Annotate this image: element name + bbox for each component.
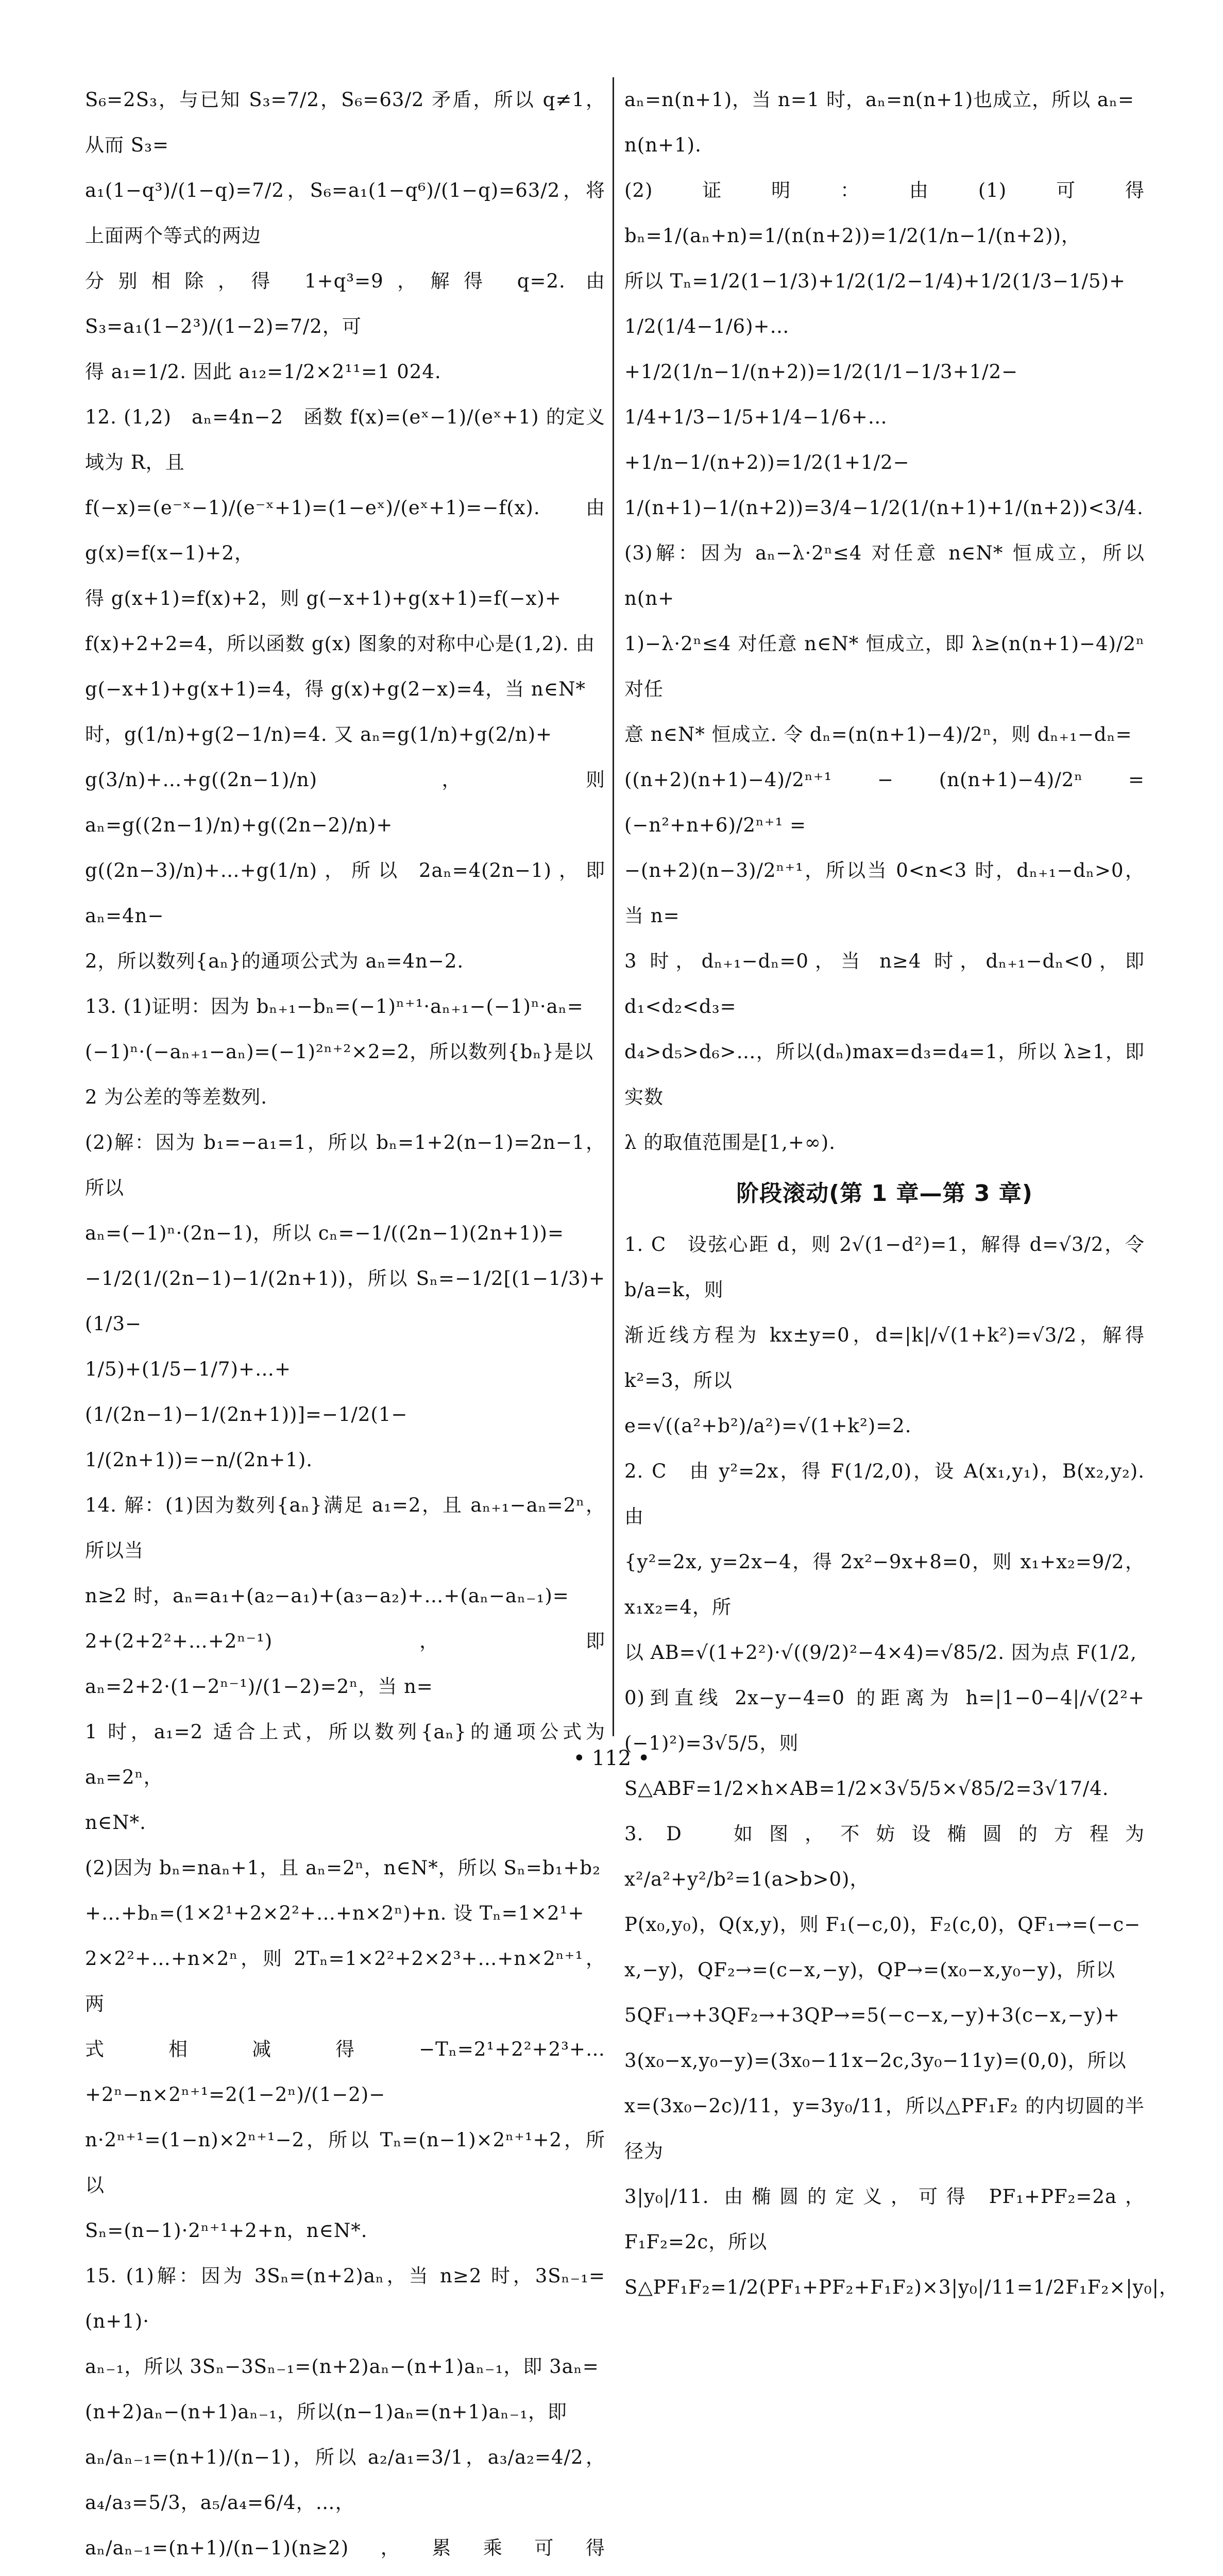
- text-line: ((n+2)(n+1)−4)/2ⁿ⁺¹ − (n(n+1)−4)/2ⁿ = (−n²+n+6)/2ⁿ⁺¹ =: [624, 769, 1145, 836]
- text-line: aₙ/aₙ₋₁=(n+1)/(n−1)(n≥2)，累乘可得: [85, 2537, 605, 2559]
- text-line: 3|y₀|/11. 由椭圆的定义，可得 PF₁+PF₂=2a，F₁F₂=2c，所以: [624, 2185, 1145, 2253]
- text-line: 以 AB=√(1+2²)·√((9/2)²−4×4)=√85/2. 因为点 F(1/2,: [624, 1641, 1137, 1664]
- text-line: f(−x)=(e⁻ˣ−1)/(e⁻ˣ+1)=(1−eˣ)/(eˣ+1)=−f(x). 由 g(x)=f(x−1)+2，: [85, 497, 605, 564]
- text-line: (3)解：因为 aₙ−λ·2ⁿ≤4 对任意 n∈N* 恒成立，所以 n(n+: [624, 542, 1145, 609]
- text-line: g(−x+1)+g(x+1)=4，得 g(x)+g(2−x)=4，当 n∈N*: [85, 678, 586, 700]
- text-line: 时，g(1/n)+g(2−1/n)=4. 又 aₙ=g(1/n)+g(2/n)+: [85, 723, 553, 745]
- text-line: 渐近线方程为 kx±y=0，d=|k|/√(1+k²)=√3/2，解得 k²=3，所以: [624, 1324, 1145, 1392]
- text-line: S₆=2S₃，与已知 S₃=7/2，S₆=63/2 矛盾，所以 q≠1，从而 S₃=: [85, 89, 605, 156]
- text-line: 0)到直线 2x−y−4=0 的距离为 h=|1−0−4|/√(2²+(−1)²)=3√5/5，则: [624, 1687, 1145, 1754]
- text-line: n∈N*.: [85, 1811, 146, 1834]
- text-line: 意 n∈N* 恒成立. 令 dₙ=(n(n+1)−4)/2ⁿ，则 dₙ₊₁−dₙ=: [624, 723, 1132, 745]
- text-line: 式相减得−Tₙ=2¹+2²+2³+…+2ⁿ−n×2ⁿ⁺¹=2(1−2ⁿ)/(1−2)−: [85, 2038, 605, 2106]
- text-line: Sₙ=(n−1)·2ⁿ⁺¹+2+n，n∈N*.: [85, 2219, 368, 2242]
- text-line: 13. (1)证明：因为 bₙ₊₁−bₙ=(−1)ⁿ⁺¹·aₙ₊₁−(−1)ⁿ·aₙ=: [85, 995, 584, 1018]
- text-line: n·2ⁿ⁺¹=(1−n)×2ⁿ⁺¹−2，所以 Tₙ=(n−1)×2ⁿ⁺¹+2，所以: [85, 2129, 605, 2196]
- text-line: 2. C 由 y²=2x，得 F(1/2,0)，设 A(x₁,y₁)，B(x₂,y₂). 由: [624, 1460, 1145, 1528]
- text-line: n≥2 时，aₙ=a₁+(a₂−a₁)+(a₃−a₂)+…+(aₙ−aₙ₋₁)=: [85, 1585, 569, 1607]
- text-line: aₙ/aₙ₋₁=(n+1)/(n−1)，所以 a₂/a₁=3/1，a₃/a₂=4/2，a₄/a₃=5/3，a₅/a₄=6/4，…，: [85, 2446, 605, 2514]
- text-line: 得 g(x+1)=f(x)+2，则 g(−x+1)+g(x+1)=f(−x)+: [85, 587, 562, 609]
- text-line: 1/5)+(1/5−1/7)+…+(1/(2n−1)−1/(2n+1))]=−1/2(1−: [85, 1358, 408, 1426]
- text-line: a₁(1−q³)/(1−q)=7/2，S₆=a₁(1−q⁶)/(1−q)=63/2，将上面两个等式的两边: [85, 179, 605, 247]
- text-line: 1. C 设弦心距 d，则 2√(1−d²)=1，解得 d=√3/2，令 b/a=k，则: [624, 1233, 1145, 1301]
- text-line: x=(3x₀−2c)/11，y=3y₀/11，所以△PF₁F₂ 的内切圆的半径为: [624, 2095, 1145, 2162]
- text-line: (2)证明：由(1)可得 bₙ=1/(aₙ+n)=1/(n(n+2))=1/2(1/n−1/(n+2))，: [624, 179, 1145, 247]
- text-line: 14. 解：(1)因为数列{aₙ}满足 a₁=2，且 aₙ₊₁−aₙ=2ⁿ，所以当: [85, 1494, 605, 1562]
- text-line: 1/2(1/4−1/6)+…+1/2(1/n−1/(n+2))=1/2(1/1−1/3+1/2−: [624, 315, 1018, 383]
- text-line: 2×2²+…+n×2ⁿ，则 2Tₙ=1×2²+2×2³+…+n×2ⁿ⁺¹，两: [85, 1947, 605, 2015]
- text-line: −(n+2)(n−3)/2ⁿ⁺¹，所以当 0<n<3 时，dₙ₊₁−dₙ>0，当 n=: [624, 859, 1145, 927]
- text-line: 5QF₁→+3QF₂→+3QP→=5(−c−x,−y)+3(c−x,−y)+: [624, 2004, 1120, 2026]
- left-column: [85, 77, 605, 2576]
- text-line: 1 时，a₁=2 适合上式，所以数列{aₙ}的通项公式为 aₙ=2ⁿ，: [85, 1721, 605, 1788]
- text-line: e=√((a²+b²)/a²)=√(1+k²)=2.: [624, 1415, 912, 1437]
- column-divider: [613, 77, 614, 1736]
- right-column-part-a: [624, 77, 1145, 1165]
- text-line: 3 时，dₙ₊₁−dₙ=0，当 n≥4 时，dₙ₊₁−dₙ<0，即 d₁<d₂<d₃=: [624, 950, 1145, 1018]
- text-line: 所以 Tₙ=1/2(1−1/3)+1/2(1/2−1/4)+1/2(1/3−1/5)+: [624, 270, 1126, 292]
- text-line: (−1)ⁿ·(−aₙ₊₁−aₙ)=(−1)²ⁿ⁺²×2=2，所以数列{bₙ}是以: [85, 1041, 594, 1063]
- text-line: 分别相除，得 1+q³=9，解得 q=2. 由 S₃=a₁(1−2³)/(1−2)=7/2，可: [85, 270, 605, 337]
- text-line: aₙ=(−1)ⁿ·(2n−1)，所以 cₙ=−1/((2n−1)(2n+1))=: [85, 1222, 564, 1244]
- text-line: d₄>d₅>d₆>…，所以(dₙ)max=d₃=d₄=1，所以 λ≥1，即实数: [624, 1041, 1145, 1108]
- text-line: S△ABF=1/2×h×AB=1/2×3√5/5×√85/2=3√17/4.: [624, 1777, 1109, 1800]
- text-line: −1/2(1/(2n−1)−1/(2n+1))，所以 Sₙ=−1/2[(1−1/3)+(1/3−: [85, 1267, 605, 1335]
- text-line: 1/(n+1)−1/(n+2))=3/4−1/2(1/(n+1)+1/(n+2))<3/4.: [624, 497, 1144, 519]
- text-line: g((2n−3)/n)+…+g(1/n)，所以 2aₙ=4(2n−1)，即 aₙ=4n−: [85, 859, 605, 927]
- text-line: (n+2)aₙ−(n+1)aₙ₋₁，所以(n−1)aₙ=(n+1)aₙ₋₁，即: [85, 2401, 567, 2423]
- text-line: n(n+1).: [624, 134, 702, 156]
- section-heading: 阶段滚动(第 1 章—第 3 章): [736, 1180, 1033, 1207]
- text-line: S△PF₁F₂=1/2(PF₁+PF₂+F₁F₂)×3|y₀|/11=1/2F₁F₂×|y₀|，: [624, 2276, 1179, 2298]
- text-line: {y²=2x, y=2x−4，得 2x²−9x+8=0，则 x₁+x₂=9/2，x₁x₂=4，所: [624, 1551, 1145, 1618]
- text-line: aₙ₋₁，所以 3Sₙ−3Sₙ₋₁=(n+2)aₙ−(n+1)aₙ₋₁，即 3aₙ=: [85, 2355, 599, 2378]
- text-line: 2 为公差的等差数列.: [85, 1086, 268, 1108]
- text-line: 2+(2+2²+…+2ⁿ⁻¹)，即 aₙ=2+2·(1−2ⁿ⁻¹)/(1−2)=2ⁿ，当 n=: [85, 1630, 605, 1698]
- text-line: 12. (1,2) aₙ=4n−2 函数 f(x)=(eˣ−1)/(eˣ+1) 的定义域为 R，且: [85, 406, 605, 473]
- text-line: 得 a₁=1/2. 因此 a₁₂=1/2×2¹¹=1 024.: [85, 361, 441, 383]
- text-line: 3. D 如图，不妨设椭圆的方程为 x²/a²+y²/b²=1(a>b>0)，: [624, 1823, 1145, 1890]
- text-line: 2，所以数列{aₙ}的通项公式为 aₙ=4n−2.: [85, 950, 464, 972]
- text-line: 1)−λ·2ⁿ≤4 对任意 n∈N* 恒成立，即 λ≥(n(n+1)−4)/2ⁿ 对任: [624, 633, 1145, 700]
- text-line: 1/(2n+1))=−n/(2n+1).: [85, 1449, 313, 1471]
- text-line: 15. (1)解：因为 3Sₙ=(n+2)aₙ，当 n≥2 时，3Sₙ₋₁=(n+1)·: [85, 2265, 605, 2332]
- text-line: x,−y)，QF₂→=(c−x,−y)，QP→=(x₀−x,y₀−y)，所以: [624, 1959, 1116, 1981]
- text-line: (2)因为 bₙ=naₙ+1，且 aₙ=2ⁿ，n∈N*，所以 Sₙ=b₁+b₂: [85, 1857, 601, 1879]
- text-line: +…+bₙ=(1×2¹+2×2²+…+n×2ⁿ)+n. 设 Tₙ=1×2¹+: [85, 1902, 585, 1924]
- right-column: [624, 77, 1179, 2310]
- text-line: 3(x₀−x,y₀−y)=(3x₀−11x−2c,3y₀−11y)=(0,0)，所以: [624, 2049, 1127, 2072]
- page-number: • 112 •: [573, 1747, 650, 1770]
- text-line: 1/4+1/3−1/5+1/4−1/6+…+1/n−1/(n+2))=1/2(1+1/2−: [624, 406, 910, 473]
- text-line: aₙ=n(n+1)，当 n=1 时，aₙ=n(n+1)也成立，所以 aₙ=: [624, 89, 1135, 111]
- text-line: λ 的取值范围是[1,+∞).: [624, 1131, 836, 1154]
- text-line: f(x)+2+2=4，所以函数 g(x) 图象的对称中心是(1,2). 由: [85, 633, 596, 655]
- text-line: g(3/n)+…+g((2n−1)/n)，则 aₙ=g((2n−1)/n)+g((2n−2)/n)+: [85, 769, 605, 836]
- text-line: (2)解：因为 b₁=−a₁=1，所以 bₙ=1+2(n−1)=2n−1，所以: [85, 1131, 605, 1199]
- text-line: P(x₀,y₀)，Q(x,y)，则 F₁(−c,0)，F₂(c,0)，QF₁→=(−c−: [624, 1913, 1141, 1936]
